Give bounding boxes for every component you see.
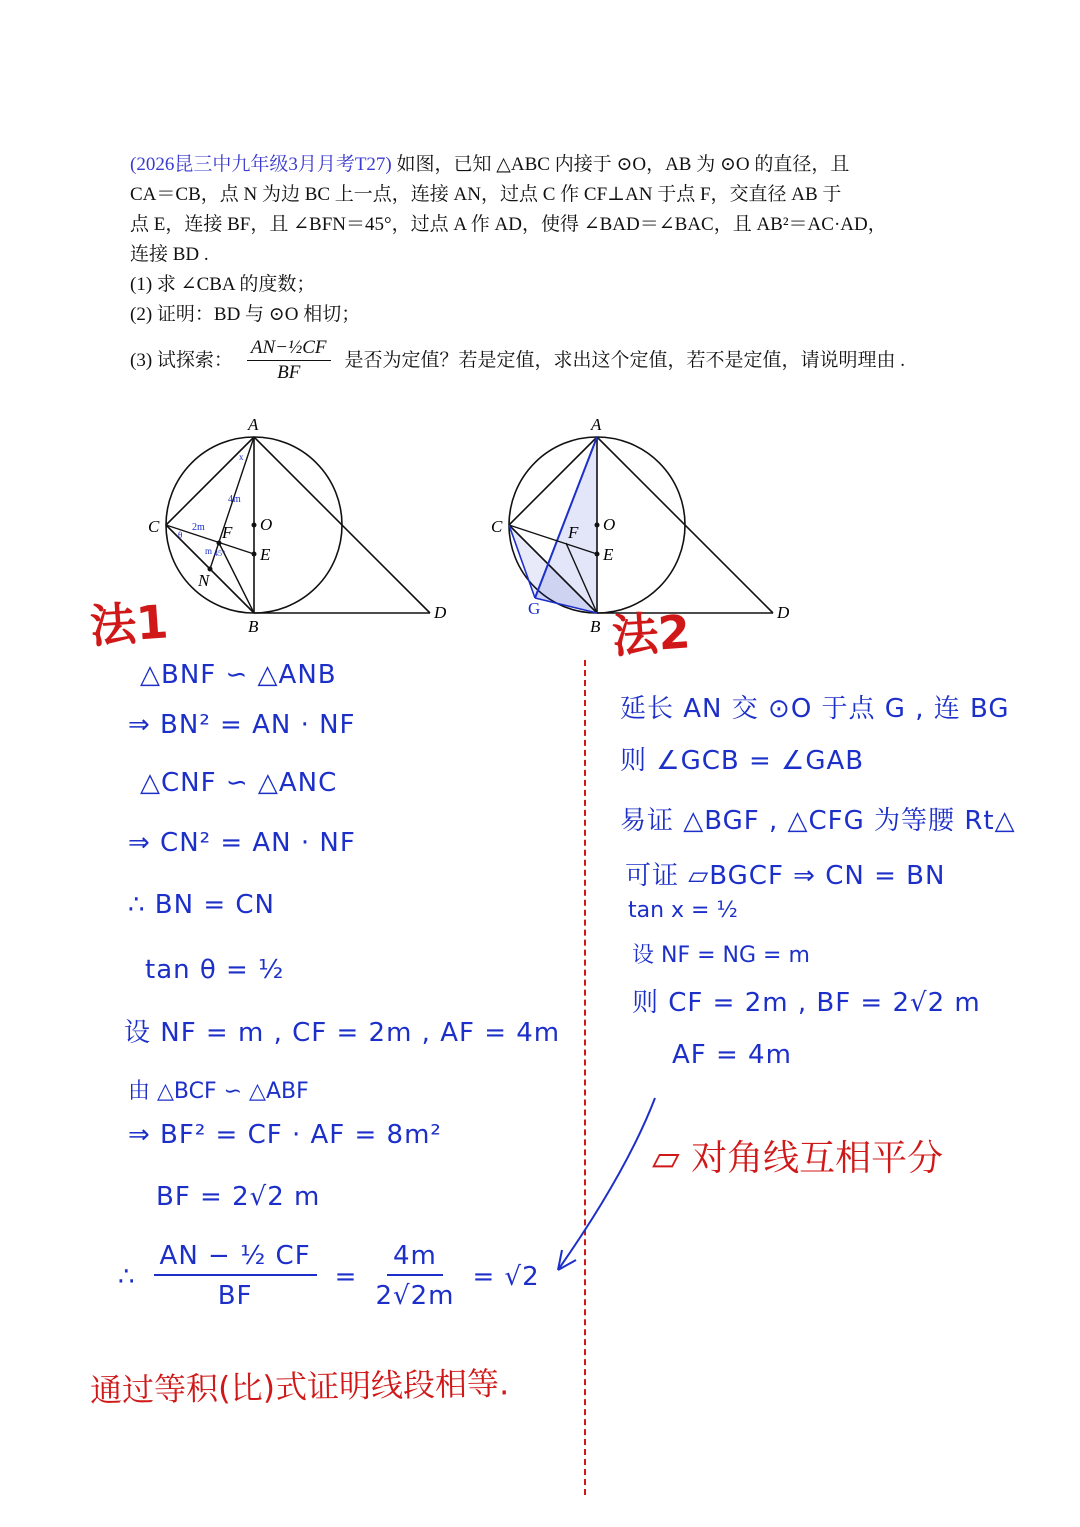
label-c: C — [148, 517, 160, 536]
vertical-divider — [584, 660, 586, 1495]
label-a: A — [591, 415, 602, 434]
problem-line-4: 连接 BD . — [130, 244, 209, 265]
method-2-line: 可证 ▱BGCF ⇒ CN = BN — [625, 861, 946, 891]
question-3: (3) 试探索： $\frac{\text{AN−½CF}}{BF}$ 是否为定值？若是定值，求出这个定值，若不是定值，请说明理由 . — [130, 337, 906, 383]
problem-line-2: CA＝CB，点 N 为边 BC 上一点，连接 AN，过点 C 作 CF⊥AN 于点 F，交直径 AB 于 — [130, 184, 842, 205]
label-e: E — [603, 545, 614, 564]
annotation-theta: θ — [178, 530, 183, 540]
problem-source: (2026昆三中九年级3月月考T27) — [130, 154, 392, 175]
method-2-line: AF = 4m — [672, 1040, 792, 1070]
method-1-line: BF = 2√2 m — [156, 1182, 321, 1212]
label-d: D — [777, 603, 790, 622]
point-e — [252, 552, 257, 557]
method-1-line: △BNF ∽ △ANB — [140, 660, 337, 690]
method-1-line: ⇒ BN² = AN · NF — [128, 710, 356, 740]
method-2-line: tan x = ½ — [628, 898, 738, 923]
label-f: F — [222, 523, 233, 542]
question-2: (2) 证明：BD 与 ⊙O 相切； — [130, 304, 361, 325]
label-b: B — [590, 617, 601, 636]
question-1: (1) 求 ∠CBA 的度数； — [130, 274, 316, 295]
label-n: N — [198, 571, 210, 590]
method-1-line: ∴ BN = CN — [128, 890, 276, 920]
method-2-title: 法2 — [610, 604, 693, 664]
annotation-2m: 2m — [192, 522, 205, 533]
label-e: E — [260, 545, 271, 564]
method-2-line: 设 NF = NG = m — [632, 943, 810, 968]
label-d: D — [434, 603, 447, 622]
segment-ac — [166, 437, 254, 525]
label-o: O — [603, 515, 616, 534]
method-2-line: 则 CF = 2m , BF = 2√2 m — [632, 988, 981, 1018]
label-a: A — [248, 415, 259, 434]
method-1-line: ⇒ BF² = CF · AF = 8m² — [128, 1120, 442, 1150]
point-o — [252, 523, 257, 528]
problem-line-1: (2026昆三中九年级3月月考T27) 如图，已知 △ABC 内接于 ⊙O，AB 为 ⊙O 的直径，且 — [130, 154, 850, 175]
final-fraction-1: $\frac{\text{AN − ½ CF}}{BF}$ — [154, 1238, 317, 1316]
method-1-line: ⇒ CN² = AN · NF — [128, 828, 356, 858]
label-b: B — [248, 617, 259, 636]
arrow — [540, 1090, 670, 1290]
annotation-x: x — [239, 452, 244, 462]
method-1-line: 由 △BCF ∽ △ABF — [128, 1079, 309, 1104]
method-1-final: ∴ $\frac{\text{AN − ½ CF}}{BF}$ = $\frac{4m}{2√2m}$ = √2 — [118, 1238, 540, 1316]
point-e — [595, 552, 600, 557]
annotation-45: 45° — [214, 549, 226, 558]
segment-ad — [597, 437, 773, 613]
label-c: C — [491, 517, 503, 536]
label-f: F — [568, 523, 579, 542]
method-1-line: △CNF ∽ △ANC — [140, 768, 338, 798]
method-1-title: 法1 — [88, 594, 171, 654]
final-fraction-2: $\frac{4m}{2√2m}$ — [375, 1238, 454, 1316]
annotation-4m: 4m — [228, 494, 241, 505]
method-1-line: tan θ = ½ — [145, 955, 285, 985]
method-1-note: 通过等积(比)式证明线段相等. — [89, 1364, 510, 1410]
method-2-line: 则 ∠GCB = ∠GAB — [620, 746, 865, 776]
annotation-m: m — [205, 546, 213, 556]
method-2-line: 延长 AN 交 ⊙O 于点 G , 连 BG — [620, 694, 1010, 724]
problem-line-3: 点 E，连接 BF，且 ∠BFN＝45°，过点 A 作 AD，使得 ∠BAD＝∠BAC，且 AB²＝AC·AD， — [130, 214, 887, 235]
problem-statement — [130, 150, 960, 385]
question-3-fraction: $\frac{\text{AN−½CF}}{BF}$ — [247, 336, 331, 385]
segment-ad — [254, 437, 430, 613]
point-f — [217, 541, 222, 546]
label-g: G — [528, 599, 541, 618]
method-2-note: ▱ 对角线互相平分 — [652, 1138, 944, 1179]
method-2-line: 易证 △BGF , △CFG 为等腰 Rt△ — [620, 806, 1016, 836]
point-o — [595, 523, 600, 528]
label-o: O — [260, 515, 273, 534]
figure-1 — [140, 410, 470, 640]
method-1-line: 设 NF = m , CF = 2m , AF = 4m — [124, 1018, 561, 1048]
